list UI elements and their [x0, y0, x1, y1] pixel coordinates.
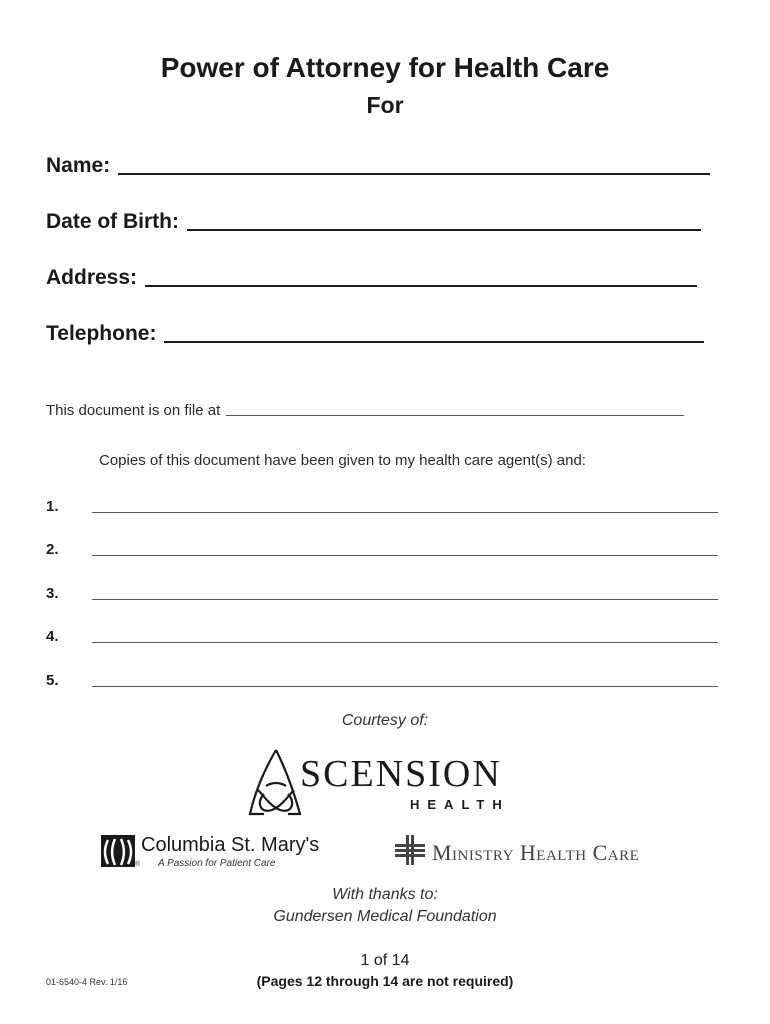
copy-recipient-row [46, 625, 718, 645]
copy-line [92, 512, 718, 513]
telephone-label: Telephone: [46, 322, 157, 345]
copy-number: 5. [46, 672, 59, 689]
copy-recipient-row [46, 582, 718, 602]
document-subtitle: For [366, 92, 404, 118]
page-number: 1 of 14 [360, 952, 410, 969]
copy-number: 3. [46, 585, 59, 602]
dob-line [187, 229, 701, 231]
copies-statement: Copies of this document have been given to my health care agent(s) and: [99, 452, 586, 469]
ascension-health-word: HEALTH [410, 797, 510, 812]
name-line [118, 173, 710, 175]
address-field [46, 262, 697, 290]
copy-recipient-row [46, 495, 718, 515]
columbia-name: Columbia St. Mary's [141, 834, 320, 856]
form-code: 01-6540-4 Rev. 1/16 [46, 977, 128, 987]
telephone-line [164, 341, 704, 343]
copy-line [92, 686, 718, 687]
ministry-name: Ministry Health Care [432, 840, 640, 865]
on-file-label: This document is on file at [46, 402, 221, 419]
copy-recipient-row [46, 538, 718, 558]
copy-number: 2. [46, 541, 59, 558]
address-line [145, 285, 697, 287]
copy-number: 1. [46, 498, 59, 515]
name-label: Name: [46, 154, 111, 177]
address-label: Address: [46, 266, 138, 289]
copy-line [92, 555, 718, 556]
ascension-wordmark: SCENSION [300, 753, 502, 795]
on-file-field [46, 399, 684, 419]
copy-line [92, 599, 718, 600]
columbia-tagline: A Passion for Patient Care [158, 858, 276, 869]
copy-recipient-row [46, 669, 718, 689]
ministry-cross-icon [395, 835, 425, 865]
copy-line [92, 642, 718, 643]
copy-number: 4. [46, 628, 59, 645]
courtesy-label: Courtesy of: [341, 712, 429, 729]
foundation-name: Gundersen Medical Foundation [273, 908, 497, 925]
document-title: Power of Attorney for Health Care [160, 52, 610, 83]
columbia-registered-mark: ® [135, 861, 141, 868]
thanks-label: With thanks to: [332, 886, 438, 903]
page-note: (Pages 12 through 14 are not required) [256, 973, 514, 989]
on-file-line [226, 415, 684, 416]
telephone-field [46, 318, 704, 346]
columbia-logo-icon [100, 834, 136, 868]
dob-label: Date of Birth: [46, 210, 179, 233]
dob-field [46, 206, 701, 234]
name-field [46, 150, 710, 178]
